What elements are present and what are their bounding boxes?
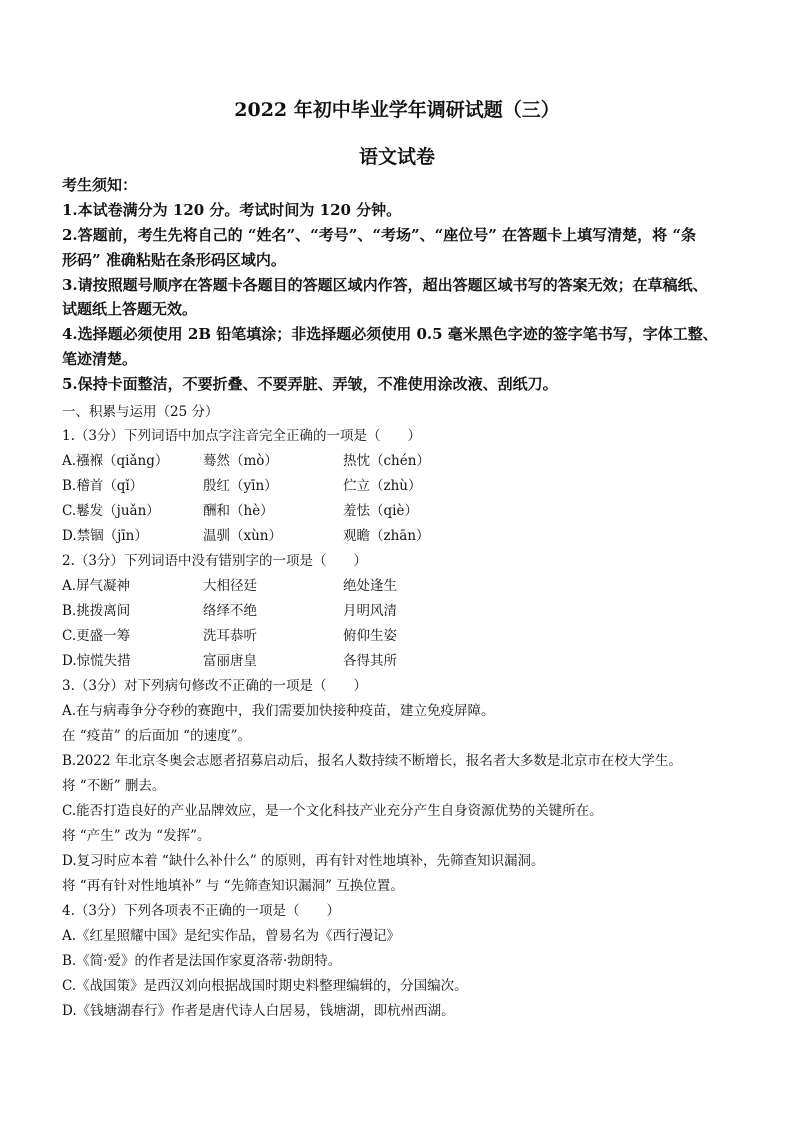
notice-line: 试题纸上答题无效。 (62, 300, 198, 318)
notice-line: 1.本试卷满分为 120 分。考试时间为 120 分钟。 (62, 201, 402, 219)
question-1-stem: 1.（3分）下列词语中加点字注音完全正确的一项是（ ） (62, 428, 421, 444)
q1-option-d-word3: 观瞻（zhān） (343, 528, 430, 544)
q1-option-d: D.禁锢（jīn） (62, 528, 148, 544)
q2-option-c-word2: 洗耳恭听 (203, 628, 257, 644)
q1-option-c: C.鬈发（juǎn） (62, 503, 160, 519)
q3-option-b: B.2022 年北京冬奥会志愿者招募启动后，报名人数持续不断增长，报名者大多数是北京市在校大学生。 (62, 753, 682, 769)
notice-line: 4.选择题必须使用 2B 铅笔填涂；非选择题必须使用 0.5 毫米黑色字迹的签字笔书写，字体工整、 (62, 325, 718, 343)
q4-option-d: D.《钱塘湖春行》作者是唐代诗人白居易，钱塘湖，即杭州西湖。 (62, 1003, 455, 1019)
q4-option-a: A.《红星照耀中国》是纪实作品，曾易名为《西行漫记》 (62, 928, 401, 944)
notice-line: 笔迹清楚。 (62, 350, 138, 368)
q1-option-a-word3: 热忱（chén） (343, 453, 430, 469)
q2-option-d-word2: 富丽唐皇 (203, 653, 257, 669)
q2-option-b: B.挑拨离间 (62, 603, 131, 619)
q3-option-a: A.在与病毒争分夺秒的赛跑中，我们需要加快接种疫苗，建立免疫屏障。 (62, 703, 495, 719)
notice-heading: 考生须知： (62, 176, 138, 194)
notice-line: 2.答题前，考生先将自己的 “姓名”、“考号”、“考场”、“座位号” 在答题卡上填写清楚，将 “条 (62, 226, 696, 244)
exam-title: 2022 年初中毕业学年调研试题（三） (234, 99, 560, 121)
q2-option-d: D.惊慌失措 (62, 653, 131, 669)
q4-option-b: B.《简·爱》的作者是法国作家夏洛蒂·勃朗特。 (62, 953, 342, 969)
q2-option-a: A.屏气凝神 (62, 578, 131, 594)
notice-line: 5.保持卡面整洁，不要折叠、不要弄脏、弄皱，不准使用涂改液、刮纸刀。 (62, 375, 558, 393)
question-3-stem: 3.（3分）对下列病句修改不正确的一项是（ ） (62, 678, 367, 694)
exam-subtitle: 语文试卷 (358, 146, 435, 168)
q2-option-b-word2: 络绎不绝 (203, 603, 257, 619)
q3-option-c: C.能否打造良好的产业品牌效应，是一个文化科技产业充分产生自身资源优势的关键所在。 (62, 803, 603, 819)
q1-option-b-word3: 伫立（zhù） (343, 478, 422, 494)
notice-line: 3.请按照题号顺序在答题卡各题目的答题区域内作答，超出答题区域书写的答案无效；在草稿纸、 (62, 276, 708, 294)
q1-option-d-word2: 温驯（xùn） (203, 528, 283, 544)
q1-option-b: B.稽首（qǐ） (62, 478, 144, 494)
q3-option-c-fix: 将 “产生” 改为 “发挥”。 (62, 828, 211, 844)
q3-option-d: D.复习时应本着 “缺什么补什么” 的原则，再有针对性地填补，先筛查知识漏洞。 (62, 853, 545, 869)
question-4-stem: 4.（3分）下列各项表不正确的一项是（ ） (62, 903, 340, 919)
q2-option-d-word3: 各得其所 (343, 653, 397, 669)
q2-option-c-word3: 俯仰生姿 (343, 628, 397, 644)
q1-option-b-word2: 殷红（yīn） (203, 478, 278, 494)
q2-option-c: C.更盛一筹 (62, 628, 131, 644)
q2-option-a-word3: 绝处逢生 (343, 578, 397, 594)
q3-option-a-fix: 在 “疫苗” 的后面加 “的速度”。 (62, 728, 251, 744)
q2-option-a-word2: 大相径廷 (203, 578, 257, 594)
section-heading: 一、积累与运用（25 分） (62, 404, 219, 420)
q1-option-a-word2: 蓦然（mò） (203, 453, 278, 469)
question-2-stem: 2.（3分）下列词语中没有错别字的一项是（ ） (62, 553, 367, 569)
notice-line: 形码” 准确粘贴在条形码区域内。 (62, 251, 286, 269)
q3-option-d-fix: 将 “再有针对性地填补” 与 “先筛查知识漏洞” 互换位置。 (62, 878, 404, 894)
q2-option-b-word3: 月明风清 (343, 603, 397, 619)
q1-option-c-word3: 羞怯（qiè） (343, 503, 418, 519)
q1-option-a: A.襁褓（qiǎng） (62, 453, 169, 469)
q3-option-b-fix: 将 “不断” 删去。 (62, 778, 166, 794)
q1-option-c-word2: 酬和（hè） (203, 503, 274, 519)
q4-option-c: C.《战国策》是西汉刘向根据战国时期史料整理编辑的，分国编次。 (62, 978, 468, 994)
